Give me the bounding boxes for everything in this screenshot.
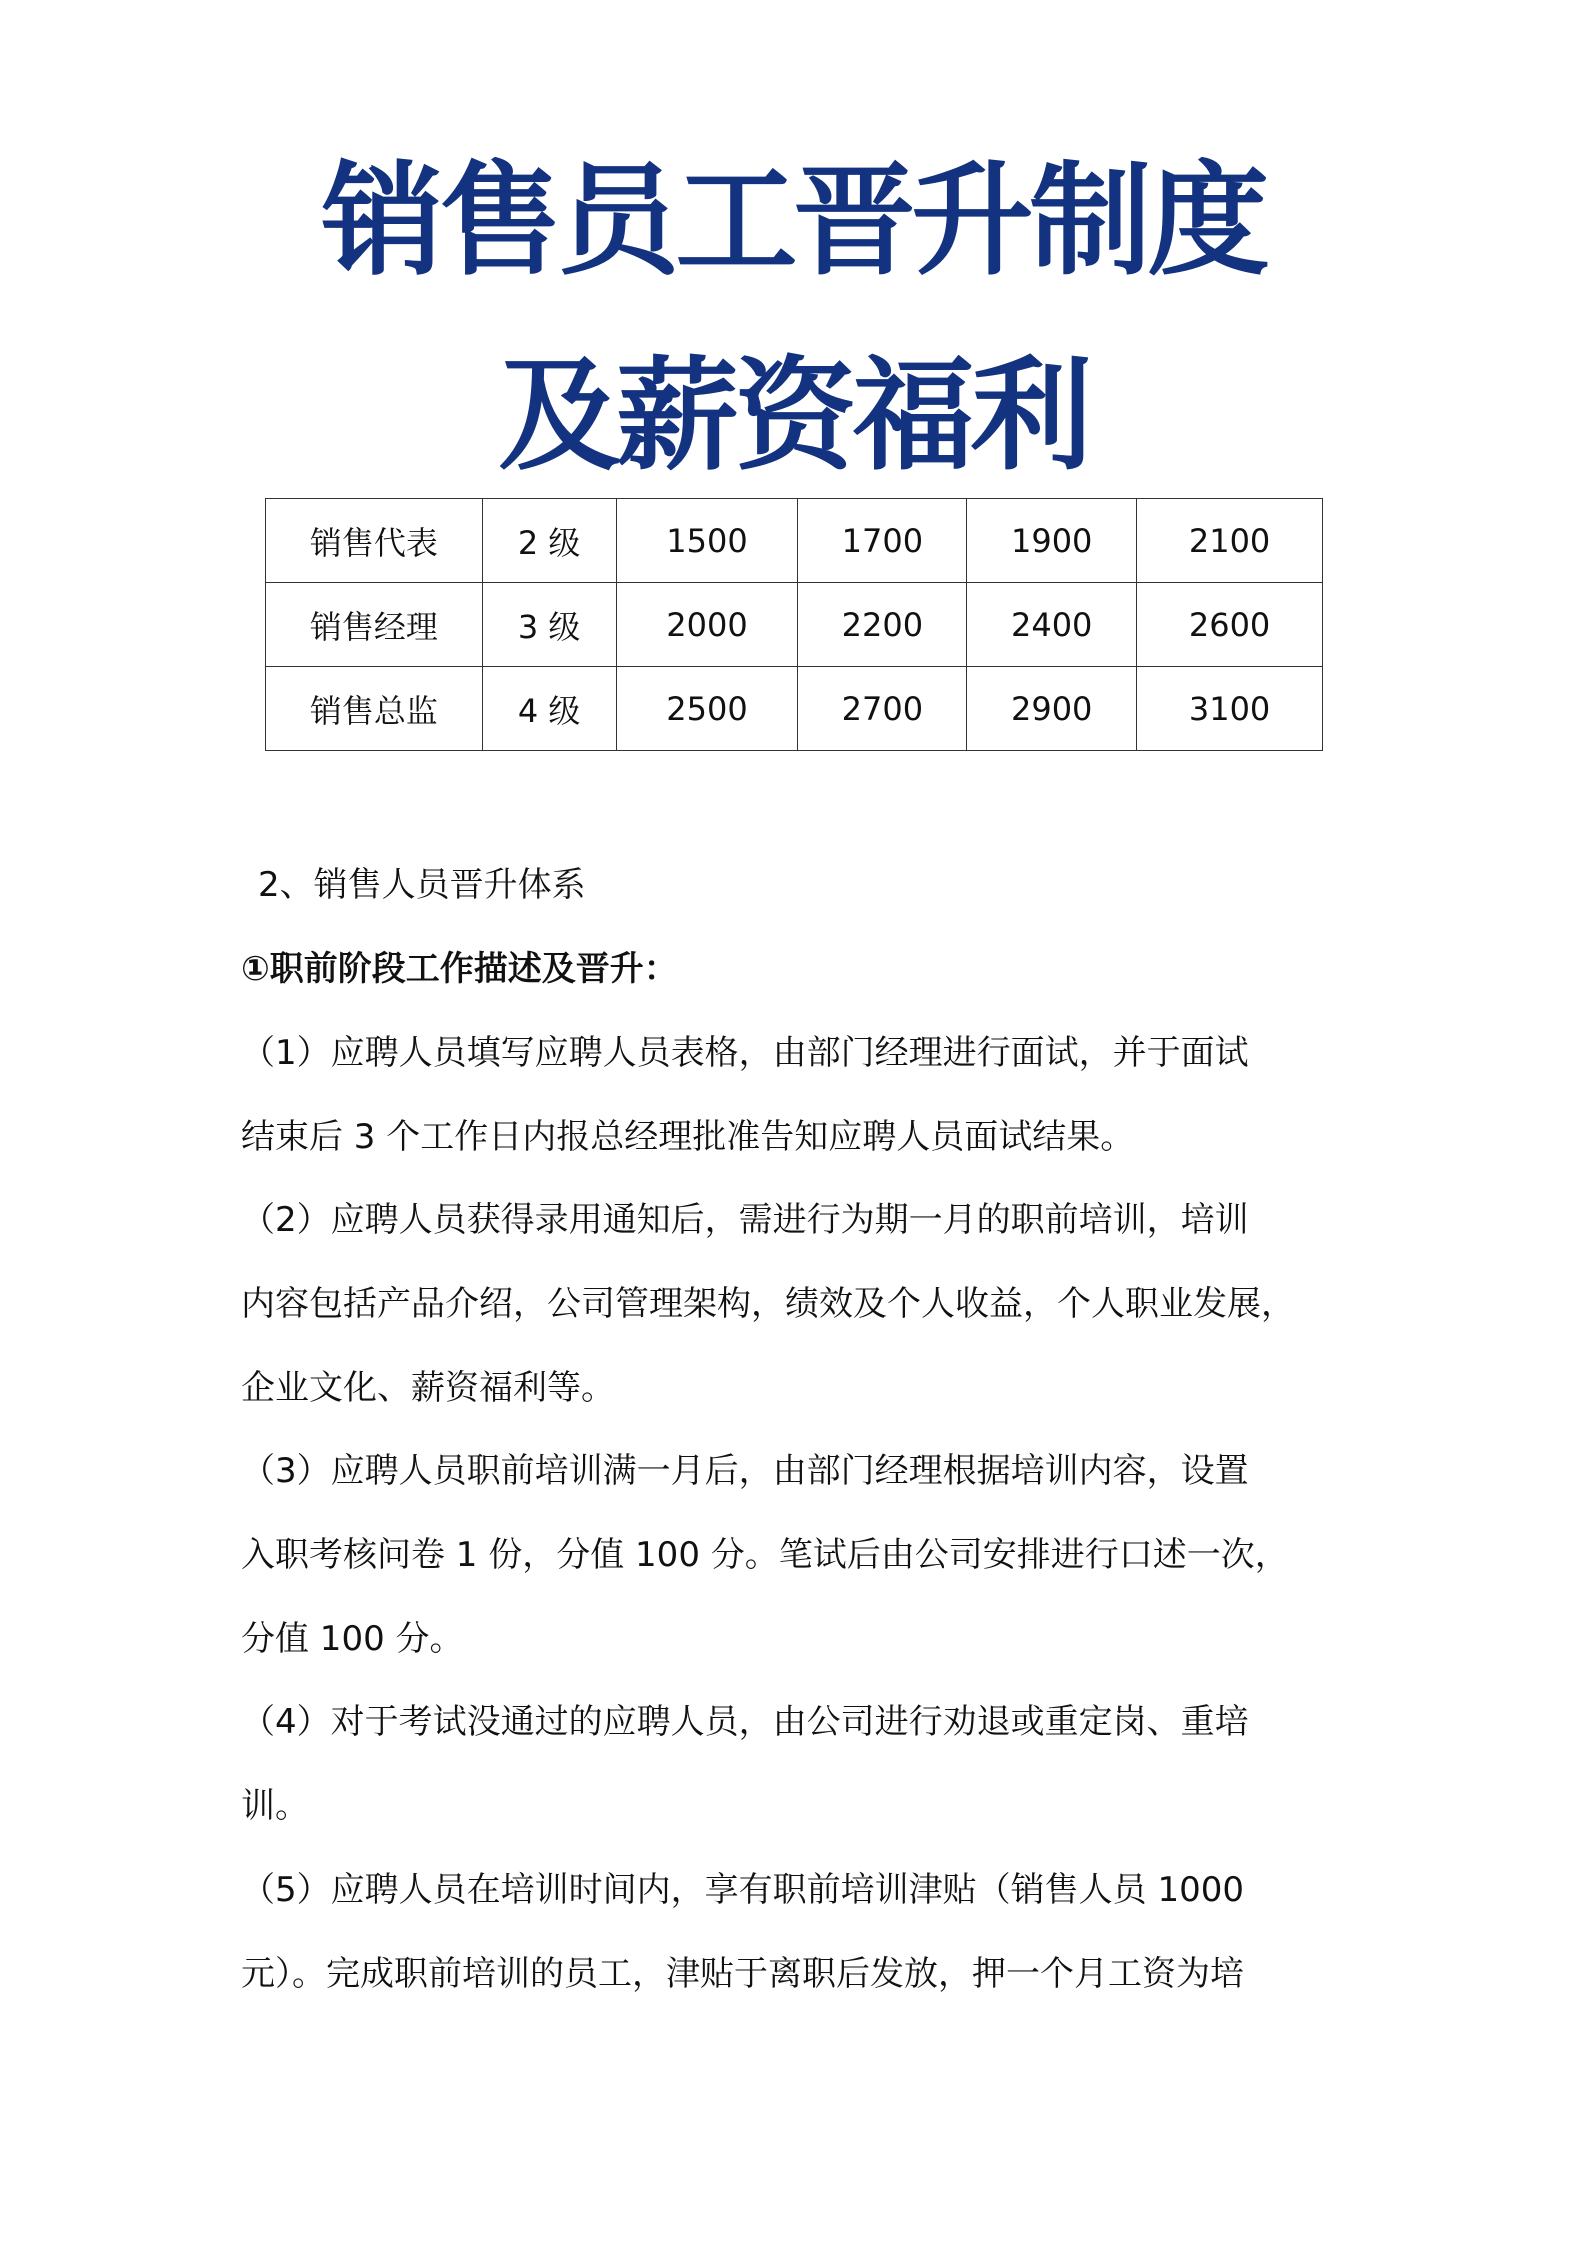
table-row xyxy=(266,499,1323,583)
paragraph-line: （1）应聘人员填写应聘人员表格，由部门经理进行面试，并于面试 xyxy=(241,1033,1249,1073)
table-row xyxy=(266,583,1323,667)
salary-cell: 1700 xyxy=(798,499,967,583)
paragraph-line: 内容包括产品介绍，公司管理架构，绩效及个人收益，个人职业发展， xyxy=(241,1284,1295,1324)
salary-cell: 1500 xyxy=(616,499,798,583)
paragraph-line: （5）应聘人员在培训时间内，享有职前培训津贴（销售人员 1000 xyxy=(241,1870,1244,1910)
section-subheading: ①职前阶段工作描述及晋升： xyxy=(241,949,678,989)
position-cell: 销售代表 xyxy=(266,499,483,583)
level-cell: 2 级 xyxy=(482,499,616,583)
salary-table xyxy=(265,498,1323,751)
level-cell: 3 级 xyxy=(482,583,616,667)
salary-cell: 2000 xyxy=(616,583,798,667)
salary-cell: 2600 xyxy=(1137,583,1323,667)
paragraph-line: 元）。完成职前培训的员工，津贴于离职后发放，押一个月工资为培 xyxy=(241,1954,1244,1994)
salary-cell: 2500 xyxy=(616,667,798,751)
salary-cell: 2200 xyxy=(798,583,967,667)
position-cell: 销售经理 xyxy=(266,583,483,667)
document-title-line-1: 销售员工晋升制度 xyxy=(321,150,1266,292)
salary-cell: 2900 xyxy=(967,667,1137,751)
level-cell: 4 级 xyxy=(482,667,616,751)
paragraph-line: （3）应聘人员职前培训满一月后，由部门经理根据培训内容，设置 xyxy=(241,1451,1249,1491)
salary-cell: 3100 xyxy=(1137,667,1323,751)
table-row xyxy=(266,667,1323,751)
document-title-line-2: 及薪资福利 xyxy=(498,345,1089,487)
paragraph-line: 分值 100 分。 xyxy=(241,1619,464,1659)
salary-cell: 1900 xyxy=(967,499,1137,583)
salary-cell: 2100 xyxy=(1137,499,1323,583)
paragraph-line: （4）对于考试没通过的应聘人员，由公司进行劝退或重定岗、重培 xyxy=(241,1702,1249,1742)
paragraph-line: 入职考核问卷 1 份，分值 100 分。笔试后由公司安排进行口述一次， xyxy=(241,1535,1289,1575)
salary-cell: 2700 xyxy=(798,667,967,751)
position-cell: 销售总监 xyxy=(266,667,483,751)
salary-cell: 2400 xyxy=(967,583,1137,667)
section-heading: 2、销售人员晋升体系 xyxy=(258,865,586,905)
paragraph-line: 训。 xyxy=(241,1786,309,1826)
paragraph-line: 企业文化、薪资福利等。 xyxy=(241,1368,615,1408)
paragraph-line: 结束后 3 个工作日内报总经理批准告知应聘人员面试结果。 xyxy=(241,1117,1135,1157)
paragraph-line: （2）应聘人员获得录用通知后，需进行为期一月的职前培训，培训 xyxy=(241,1200,1249,1240)
